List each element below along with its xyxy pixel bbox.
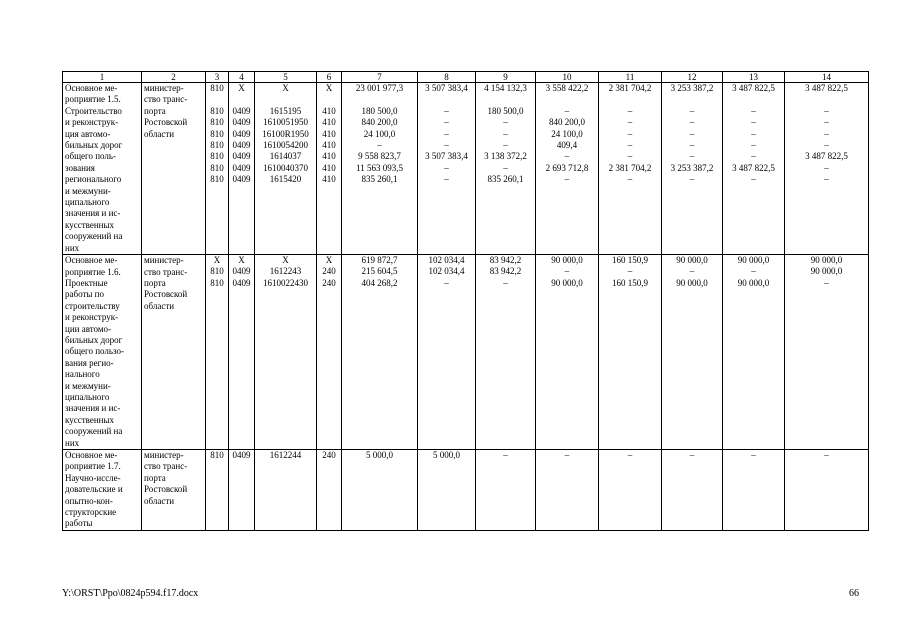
data-cell — [785, 450, 869, 531]
measure-name-line: и реконструк- — [65, 312, 119, 323]
data-value: 840 200,0 — [549, 117, 585, 128]
measure-name-line: опытно-кон- — [65, 495, 113, 506]
measure-name-line: сооружений на — [65, 231, 123, 242]
data-value — [319, 94, 339, 105]
data-value: – — [627, 151, 633, 162]
data-value: 0409 — [232, 117, 251, 128]
data-value: 11 563 093,5 — [356, 162, 403, 173]
data-value: – — [824, 139, 829, 150]
data-cell — [255, 83, 317, 255]
data-value: 810 — [210, 450, 224, 460]
data-value: 810 — [210, 128, 224, 139]
data-value: 3 487 822,5 — [805, 83, 848, 93]
data-value: 102 034,4 — [428, 255, 465, 266]
measure-name-line: общего пользо- — [65, 346, 125, 357]
data-value: X — [282, 255, 289, 266]
data-value: 1612244 — [269, 450, 302, 460]
data-value: – — [627, 139, 633, 150]
data-cell — [536, 450, 599, 531]
data-value: X — [213, 255, 221, 266]
data-value: X — [325, 83, 333, 93]
executor-line: области — [144, 495, 175, 506]
data-value: 410 — [322, 128, 336, 139]
column-header-1: 1 — [63, 72, 142, 83]
data-value: 1615195 — [269, 105, 302, 116]
data-value: – — [444, 105, 449, 116]
data-value: – — [627, 117, 633, 128]
measure-name-line: строительству — [65, 300, 120, 311]
data-value: – — [751, 266, 756, 277]
data-cell — [229, 450, 255, 531]
data-value: 0409 — [232, 174, 251, 185]
data-value: 2 381 704,2 — [608, 83, 652, 93]
table-row — [63, 83, 869, 255]
data-value: 835 260,1 — [487, 174, 524, 185]
data-cell — [785, 83, 869, 255]
data-cell — [342, 83, 418, 255]
executor-line: области — [144, 128, 175, 139]
data-value: 3 558 422,2 — [545, 83, 589, 93]
executor-line: ство транс- — [144, 94, 188, 105]
data-value: 3 507 383,4 — [425, 151, 468, 162]
data-value: – — [689, 105, 695, 116]
column-header-7: 7 — [342, 72, 418, 83]
data-value — [344, 94, 415, 105]
measure-name-line: работы — [65, 518, 93, 529]
measure-name-line: Основное ме- — [65, 450, 118, 460]
data-value — [787, 94, 866, 105]
data-cell — [599, 450, 662, 531]
data-value: – — [503, 139, 508, 150]
measure-name-line: сооружений на — [65, 426, 123, 437]
data-value: 5 000,0 — [433, 450, 460, 460]
measure-name-line: роприятие 1.5. — [65, 94, 121, 105]
data-value: 240 — [322, 450, 336, 460]
measure-name — [63, 255, 142, 450]
data-value: 0409 — [232, 277, 251, 288]
executor-line: порта — [144, 277, 166, 288]
data-value: 810 — [210, 117, 224, 128]
data-cell — [662, 450, 723, 531]
data-value: 4 154 132,3 — [484, 83, 527, 93]
measure-name-line: роприятие 1.7. — [65, 461, 121, 472]
column-header-13: 13 — [723, 72, 785, 83]
measure-name-line: них — [65, 437, 80, 448]
footer-file-path: Y:\ORST\Ppo\0824p594.f17.docx — [62, 588, 199, 599]
data-value: 240 — [322, 266, 336, 277]
data-value: 410 — [322, 174, 336, 185]
data-value: 810 — [210, 151, 224, 162]
executor — [142, 83, 206, 255]
data-value: – — [444, 117, 449, 128]
data-value: 90 000,0 — [810, 255, 843, 266]
page-number: 66 — [849, 588, 859, 599]
executor-line: министер- — [144, 450, 184, 460]
data-value: – — [444, 139, 449, 150]
measure-name-line: кусственных — [65, 414, 115, 425]
data-value: 1612243 — [269, 266, 302, 277]
measure-name-line: работы по — [65, 289, 105, 300]
data-value: – — [824, 162, 829, 173]
measure-name-line: и межмуни- — [65, 185, 111, 196]
data-value: 90 000,0 — [737, 277, 770, 288]
data-value — [478, 94, 533, 105]
data-cell — [785, 255, 869, 450]
data-cell — [418, 83, 476, 255]
data-value: X — [282, 83, 289, 93]
column-header-10: 10 — [536, 72, 599, 83]
data-value: 0409 — [232, 151, 251, 162]
data-value: 810 — [210, 277, 224, 288]
data-value: – — [377, 139, 382, 150]
data-value: 160 150,9 — [612, 277, 648, 288]
executor-line: Ростовской — [144, 484, 188, 495]
measure-name-line: бильных дорог — [65, 334, 123, 345]
data-value: 810 — [210, 174, 224, 185]
measure-name-line: общего поль- — [65, 151, 117, 162]
measure-name-line: Основное ме- — [65, 83, 118, 93]
data-value: 5 000,0 — [366, 450, 393, 460]
data-value: 160 150,9 — [612, 255, 648, 266]
data-value: – — [689, 139, 695, 150]
executor-line: ство транс- — [144, 461, 188, 472]
data-value: 1610040370 — [263, 162, 308, 173]
table-row — [63, 450, 869, 531]
data-value: 810 — [210, 105, 224, 116]
data-value: 3 487 822,5 — [805, 151, 848, 162]
measure-name-line: довательские и — [65, 484, 123, 495]
measure-name — [63, 450, 142, 531]
data-cell — [317, 450, 342, 531]
data-value: – — [824, 128, 829, 139]
data-value: 215 604,5 — [361, 266, 398, 277]
executor — [142, 255, 206, 450]
data-value: – — [444, 174, 449, 185]
header-row — [63, 72, 869, 83]
data-value: – — [564, 266, 570, 277]
executor-line: министер- — [144, 255, 184, 266]
data-value: 619 872,7 — [361, 255, 398, 266]
data-value: 180 500,0 — [487, 105, 524, 116]
data-value: 0409 — [232, 139, 251, 150]
data-value: – — [689, 450, 695, 460]
data-cell — [342, 450, 418, 531]
data-value: – — [503, 117, 508, 128]
data-cell — [317, 255, 342, 450]
measure-name-line: и межмуни- — [65, 380, 111, 391]
column-header-5: 5 — [255, 72, 317, 83]
data-value: 840 200,0 — [361, 117, 398, 128]
data-value: – — [627, 450, 633, 460]
data-value: X — [238, 255, 245, 266]
data-value: 3 487 822,5 — [732, 162, 775, 173]
data-value: 90 000,0 — [810, 266, 843, 277]
data-value: – — [689, 266, 695, 277]
data-value: 410 — [322, 139, 336, 150]
executor-line: ство транс- — [144, 266, 188, 277]
data-value: 3 487 822,5 — [732, 83, 775, 93]
data-cell — [723, 255, 785, 450]
column-header-11: 11 — [599, 72, 662, 83]
measure-name-line: роприятие 1.6. — [65, 266, 121, 277]
data-value: – — [444, 277, 449, 288]
data-value: 102 034,4 — [428, 266, 465, 277]
data-value: – — [689, 151, 695, 162]
data-cell — [255, 255, 317, 450]
data-value: 83 942,2 — [489, 255, 522, 266]
executor-line: Ростовской — [144, 117, 188, 128]
data-value: 1615420 — [269, 174, 302, 185]
data-cell — [342, 255, 418, 450]
data-value: 9 558 823,7 — [358, 151, 401, 162]
data-value — [208, 94, 226, 105]
data-value: – — [627, 174, 633, 185]
measure-name-line: ципального — [65, 197, 110, 208]
measure-name-line: Проектные — [65, 277, 108, 288]
measure-name-line: нального — [65, 369, 100, 380]
data-value: 240 — [322, 277, 336, 288]
measure-name-line: Строительство — [65, 105, 122, 116]
data-value — [601, 94, 659, 105]
data-value: 835 260,1 — [361, 174, 398, 185]
data-value: – — [751, 174, 756, 185]
data-cell — [476, 450, 536, 531]
data-value — [725, 94, 782, 105]
measure-name — [63, 83, 142, 255]
executor-line: порта — [144, 472, 166, 483]
data-value: 810 — [210, 266, 224, 277]
data-value: – — [751, 117, 756, 128]
column-header-14: 14 — [785, 72, 869, 83]
data-value: – — [824, 105, 829, 116]
measure-name-line: ции автомо- — [65, 323, 112, 334]
data-value: – — [627, 105, 633, 116]
measure-name-line: и реконструк- — [65, 117, 119, 128]
data-cell — [599, 255, 662, 450]
data-value: – — [751, 139, 756, 150]
measure-name-line: Научно-иссле- — [65, 472, 121, 483]
data-value — [538, 94, 596, 105]
data-cell — [206, 83, 229, 255]
data-value: 2 693 712,8 — [545, 162, 589, 173]
data-value: X — [325, 255, 333, 266]
data-value: 90 000,0 — [551, 255, 583, 266]
data-value: – — [751, 105, 756, 116]
data-cell — [476, 83, 536, 255]
data-value: – — [689, 174, 695, 185]
data-value: – — [824, 450, 829, 460]
data-value: 404 268,2 — [361, 277, 398, 288]
data-value: – — [751, 128, 756, 139]
data-cell — [229, 255, 255, 450]
measure-name-line: вания регио- — [65, 357, 114, 368]
data-value: 1610022430 — [263, 277, 308, 288]
data-value: 180 500,0 — [361, 105, 398, 116]
data-cell — [317, 83, 342, 255]
data-value: – — [503, 162, 508, 173]
measure-name-line: бильных дорог — [65, 140, 123, 151]
column-header-8: 8 — [418, 72, 476, 83]
data-value: 90 000,0 — [551, 277, 583, 288]
data-value: 90 000,0 — [737, 255, 770, 266]
data-value: 810 — [210, 162, 224, 173]
data-value: 3 253 387,2 — [670, 83, 714, 93]
data-cell — [662, 83, 723, 255]
executor-line: Ростовской — [144, 289, 188, 300]
data-value: 0409 — [232, 266, 251, 277]
data-value: 810 — [210, 139, 224, 150]
data-value: – — [627, 266, 633, 277]
data-value: 3 507 383,4 — [425, 83, 468, 93]
data-value: 0409 — [232, 128, 251, 139]
data-value: – — [503, 277, 508, 288]
data-value: – — [564, 105, 570, 116]
measure-name-line: структорские — [65, 507, 117, 518]
data-cell — [536, 83, 599, 255]
column-header-12: 12 — [662, 72, 723, 83]
data-value: – — [564, 174, 570, 185]
data-value: – — [503, 128, 508, 139]
executor — [142, 450, 206, 531]
column-header-4: 4 — [229, 72, 255, 83]
column-header-9: 9 — [476, 72, 536, 83]
data-value: 90 000,0 — [676, 255, 708, 266]
data-value: 83 942,2 — [489, 266, 522, 277]
data-value: 410 — [322, 162, 336, 173]
data-value: 1610054200 — [263, 139, 308, 150]
data-cell — [536, 255, 599, 450]
data-value: 23 001 977,3 — [355, 83, 404, 93]
measure-name-line: ция автомо- — [65, 128, 111, 139]
data-value: 1614037 — [269, 151, 302, 162]
measure-name-line: кусственных — [65, 219, 115, 230]
data-value: – — [689, 128, 695, 139]
data-value: 3 138 372,2 — [484, 151, 527, 162]
data-cell — [418, 450, 476, 531]
data-value: 410 — [322, 105, 336, 116]
data-value — [231, 94, 252, 105]
data-value: – — [444, 128, 449, 139]
executor-line: области — [144, 300, 175, 311]
table-row — [63, 255, 869, 450]
data-cell — [599, 83, 662, 255]
data-value: – — [564, 151, 570, 162]
measure-name-line: зования — [65, 162, 95, 173]
data-cell — [206, 450, 229, 531]
data-value: 409,4 — [556, 139, 578, 150]
data-value: – — [503, 450, 508, 460]
data-cell — [662, 255, 723, 450]
data-cell — [229, 83, 255, 255]
data-value: – — [444, 162, 449, 173]
executor-line: министер- — [144, 83, 184, 93]
data-value: – — [751, 450, 756, 460]
data-value — [420, 94, 473, 105]
data-cell — [255, 450, 317, 531]
measure-name-line: них — [65, 242, 80, 253]
measure-name-line: ципального — [65, 391, 110, 402]
data-cell — [723, 450, 785, 531]
budget-table — [62, 71, 869, 531]
data-cell — [476, 255, 536, 450]
data-value: – — [689, 117, 695, 128]
measure-name-line: значения и ис- — [65, 403, 121, 414]
data-value: 410 — [322, 151, 336, 162]
data-value: 2 381 704,2 — [608, 162, 652, 173]
data-value — [664, 94, 720, 105]
data-value: – — [751, 151, 756, 162]
data-value: – — [824, 117, 829, 128]
data-cell — [418, 255, 476, 450]
data-value: 24 100,0 — [363, 128, 396, 139]
executor-line: порта — [144, 105, 166, 116]
data-value: 0409 — [232, 162, 251, 173]
data-value: 24 100,0 — [551, 128, 583, 139]
measure-name-line: значения и ис- — [65, 208, 121, 219]
column-header-3: 3 — [206, 72, 229, 83]
data-cell — [206, 255, 229, 450]
data-value: 0409 — [232, 450, 251, 460]
data-value: – — [824, 174, 829, 185]
data-value: X — [238, 83, 245, 93]
data-value: – — [824, 277, 829, 288]
data-cell — [723, 83, 785, 255]
data-value: 1610051950 — [263, 117, 308, 128]
measure-name-line: регионального — [65, 174, 122, 185]
column-header-2: 2 — [142, 72, 206, 83]
measure-name-line: Основное ме- — [65, 255, 118, 266]
column-header-6: 6 — [317, 72, 342, 83]
data-value: 16100R1950 — [262, 128, 309, 139]
data-value — [257, 94, 314, 105]
data-value: 810 — [210, 83, 224, 93]
data-value: – — [627, 128, 633, 139]
data-value: – — [564, 450, 570, 460]
data-value: 0409 — [232, 105, 251, 116]
data-value: 90 000,0 — [676, 277, 708, 288]
data-value: 410 — [322, 117, 336, 128]
data-value: 3 253 387,2 — [670, 162, 714, 173]
